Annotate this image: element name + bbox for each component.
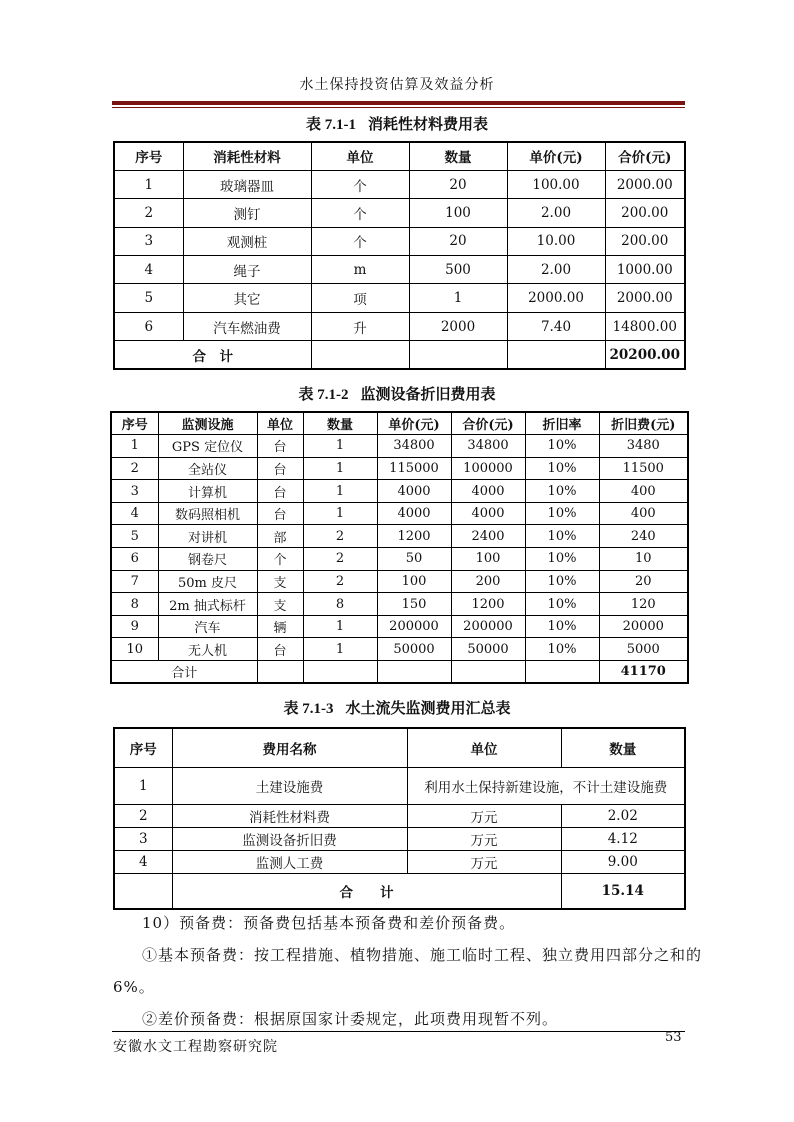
table-cell: 消耗性材料费: [172, 804, 407, 827]
table-cell: 10: [111, 638, 158, 661]
col-header: 费用名称: [172, 728, 407, 767]
table-cell: 50: [377, 548, 451, 571]
table2-caption-title: 监测设备折旧费用表: [360, 387, 496, 403]
table-cell: 10%: [525, 570, 599, 593]
table-cell: 10%: [525, 638, 599, 661]
table-cell: 10: [599, 548, 688, 571]
table-cell: 利用水土保持新建设施，不计土建设施费: [407, 767, 685, 804]
table-row: [111, 638, 688, 661]
table-row: [114, 767, 685, 804]
table-cell: 1: [111, 435, 158, 458]
table-cell: 玻璃器皿: [183, 170, 311, 198]
col-header: 序号: [114, 142, 183, 170]
table-cell: 7: [111, 570, 158, 593]
table-cell: 1: [303, 502, 377, 525]
table-cell: 100000: [451, 457, 525, 480]
table3-caption-title: 水土流失监测费用汇总表: [345, 701, 511, 717]
col-header: 消耗性材料: [183, 142, 311, 170]
paragraph-price-reserve: ②差价预备费：根据原国家计委规定，此项费用现暂不列。: [142, 1010, 559, 1028]
table-cell: 3: [111, 480, 158, 503]
table-row: [114, 804, 685, 827]
table1-caption-number: 表 7.1-1: [305, 117, 356, 133]
table-cell: 200.00: [605, 199, 685, 227]
table1-body: [114, 170, 685, 340]
table-row: [114, 199, 685, 227]
table-cell: 钢卷尺: [158, 548, 257, 571]
table-cell: 20: [599, 570, 688, 593]
table-cell: 台: [257, 502, 303, 525]
table-cell: [409, 341, 507, 369]
table-cell: 4000: [451, 480, 525, 503]
col-header: 单位: [407, 728, 561, 767]
table-row: [114, 284, 685, 312]
table-cell: 升: [311, 312, 409, 340]
table-cell: 2: [114, 804, 172, 827]
table-cell: 100: [451, 548, 525, 571]
table-cell: 200000: [451, 615, 525, 638]
table-cell: 400: [599, 502, 688, 525]
table-cell: 6: [114, 312, 183, 340]
table-cell: 2: [303, 525, 377, 548]
table-cell: 2: [303, 570, 377, 593]
col-header: 单位: [311, 142, 409, 170]
table-cell: [377, 661, 451, 684]
table-cell: 台: [257, 480, 303, 503]
table-cell: 监测设备折旧费: [172, 827, 407, 850]
total-label: 合 计: [172, 873, 561, 909]
table-cell: 50m 皮尺: [158, 570, 257, 593]
table-cell: 11500: [599, 457, 688, 480]
table-cell: 1: [303, 638, 377, 661]
table3-caption: [0, 697, 794, 718]
table-cell: 5: [114, 284, 183, 312]
table-cell: 9: [111, 615, 158, 638]
table-cell: 100: [409, 199, 507, 227]
table-cell: 个: [257, 548, 303, 571]
table-equipment-depreciation: [110, 411, 689, 684]
table2-body: [111, 435, 688, 661]
table-cell: 辆: [257, 615, 303, 638]
table3-caption-number: 表 7.1-3: [283, 701, 334, 717]
table-row: [111, 615, 688, 638]
table-row: [111, 457, 688, 480]
table-cell: 50000: [451, 638, 525, 661]
table-cell: 无人机: [158, 638, 257, 661]
table-cell: [303, 661, 377, 684]
table-cell: 台: [257, 638, 303, 661]
page-number: 53: [665, 1030, 682, 1045]
table-cell: 1200: [451, 593, 525, 616]
total-value: 15.14: [561, 873, 685, 909]
table-cell: 100: [377, 570, 451, 593]
table1-caption-title: 消耗性材料费用表: [367, 117, 488, 133]
total-row: [114, 873, 685, 909]
table-cell: 10%: [525, 525, 599, 548]
table-cell: 3: [114, 827, 172, 850]
table-cell: 个: [311, 227, 409, 255]
table-cell: 4000: [377, 480, 451, 503]
table-cell: 4: [111, 502, 158, 525]
col-header: 数量: [561, 728, 685, 767]
table-cell: 1200: [377, 525, 451, 548]
table-cell: 2400: [451, 525, 525, 548]
table-cell: 8: [111, 593, 158, 616]
table2-caption: [0, 383, 794, 404]
table-cell: 14800.00: [605, 312, 685, 340]
paragraph-reserve-fee: 10）预备费：预备费包括基本预备费和差价预备费。: [142, 914, 516, 932]
table-cell: [525, 661, 599, 684]
table-cell: 1: [114, 170, 183, 198]
col-header: 折旧费(元): [599, 412, 688, 435]
table-cell: 2: [111, 457, 158, 480]
table-cell: [114, 873, 172, 909]
table-cell: 项: [311, 284, 409, 312]
table-cell: 1: [303, 615, 377, 638]
table-cell: 对讲机: [158, 525, 257, 548]
table-cell: 3480: [599, 435, 688, 458]
table-cell: 2000.00: [605, 170, 685, 198]
total-label: 合计: [111, 661, 257, 684]
table-row: [114, 850, 685, 873]
table-cell: 绳子: [183, 256, 311, 284]
col-header: 数量: [303, 412, 377, 435]
table-cell: 4000: [451, 502, 525, 525]
header-rule-thin: [112, 107, 685, 108]
table-cell: 1000.00: [605, 256, 685, 284]
footer-rule: [112, 1031, 685, 1032]
table-row: [114, 312, 685, 340]
table-cell: 万元: [407, 804, 561, 827]
table-cell: 1: [409, 284, 507, 312]
table-cell: 115000: [377, 457, 451, 480]
table-row: [111, 435, 688, 458]
table-cell: 1: [114, 767, 172, 804]
table3-body: [114, 767, 685, 873]
table-cell: 10%: [525, 502, 599, 525]
table-cell: 20: [409, 170, 507, 198]
table-cell: 计算机: [158, 480, 257, 503]
table-cell: 汽车燃油费: [183, 312, 311, 340]
table-cell: 100.00: [507, 170, 605, 198]
table-cell: 34800: [451, 435, 525, 458]
total-row: [114, 341, 685, 369]
table-cell: 1: [303, 480, 377, 503]
table-cell: 2.00: [507, 256, 605, 284]
table-cell: 2: [303, 548, 377, 571]
table-cell: m: [311, 256, 409, 284]
table-cell: 20000: [599, 615, 688, 638]
col-header: 数量: [409, 142, 507, 170]
table-cell: 9.00: [561, 850, 685, 873]
col-header: 序号: [114, 728, 172, 767]
total-row: [111, 661, 688, 684]
table-cell: 汽车: [158, 615, 257, 638]
table-row: [111, 502, 688, 525]
table-cell: 1: [303, 435, 377, 458]
table-row: [111, 480, 688, 503]
paragraph-basic-reserve-cont: 6%。: [113, 978, 155, 996]
table2-caption-number: 表 7.1-2: [298, 387, 349, 403]
table-cell: [311, 341, 409, 369]
table-cell: 4: [114, 850, 172, 873]
table-cell: [257, 661, 303, 684]
table-cell: 10.00: [507, 227, 605, 255]
table-cell: 部: [257, 525, 303, 548]
table-monitoring-summary: [113, 727, 686, 910]
table-cell: 150: [377, 593, 451, 616]
col-header: 序号: [111, 412, 158, 435]
table-cell: 400: [599, 480, 688, 503]
table-cell: 1: [303, 457, 377, 480]
table-cell: 4.12: [561, 827, 685, 850]
table-cell: 20: [409, 227, 507, 255]
table-cell: 2m 抽式标杆: [158, 593, 257, 616]
table-cell: 监测人工费: [172, 850, 407, 873]
table-cell: 4000: [377, 502, 451, 525]
table-row: [111, 525, 688, 548]
col-header: 单位: [257, 412, 303, 435]
table-row: [111, 570, 688, 593]
table-cell: 7.40: [507, 312, 605, 340]
table-cell: 4: [114, 256, 183, 284]
table-cell: 2000.00: [507, 284, 605, 312]
table-cell: 观测桩: [183, 227, 311, 255]
table-cell: 支: [257, 593, 303, 616]
table-cell: 120: [599, 593, 688, 616]
table-cell: 2: [114, 199, 183, 227]
table-cell: 全站仪: [158, 457, 257, 480]
table-row: [111, 548, 688, 571]
table1-caption: [0, 113, 794, 134]
table-cell: 34800: [377, 435, 451, 458]
table-cell: 2.02: [561, 804, 685, 827]
table-cell: 10%: [525, 593, 599, 616]
table-cell: 500: [409, 256, 507, 284]
running-header: 水土保持投资估算及效益分析: [299, 77, 495, 93]
table-cell: 土建设施费: [172, 767, 407, 804]
table-row: [114, 227, 685, 255]
table-cell: 8: [303, 593, 377, 616]
table-cell: 台: [257, 435, 303, 458]
table-consumables: [113, 141, 686, 370]
table-cell: 5: [111, 525, 158, 548]
table-cell: GPS 定位仪: [158, 435, 257, 458]
table-cell: 支: [257, 570, 303, 593]
table-cell: 2000: [409, 312, 507, 340]
table-cell: 200: [451, 570, 525, 593]
header-rule-thick: [112, 101, 685, 105]
total-value: 41170: [599, 661, 688, 684]
total-value: 20200.00: [605, 341, 685, 369]
table-cell: 10%: [525, 615, 599, 638]
table-cell: 6: [111, 548, 158, 571]
table-row: [114, 827, 685, 850]
table-cell: 5000: [599, 638, 688, 661]
table-cell: 240: [599, 525, 688, 548]
table-cell: 2000.00: [605, 284, 685, 312]
table-cell: 测钉: [183, 199, 311, 227]
table-cell: 万元: [407, 827, 561, 850]
footer-organization: 安徽水文工程勘察研究院: [113, 1039, 278, 1055]
col-header: 单价(元): [377, 412, 451, 435]
table-cell: 10%: [525, 435, 599, 458]
table-cell: 个: [311, 170, 409, 198]
table-cell: 10%: [525, 548, 599, 571]
table-cell: 2.00: [507, 199, 605, 227]
table-cell: 万元: [407, 850, 561, 873]
table-cell: 3: [114, 227, 183, 255]
table-cell: 200000: [377, 615, 451, 638]
table-cell: 台: [257, 457, 303, 480]
table-cell: [451, 661, 525, 684]
col-header: 单价(元): [507, 142, 605, 170]
col-header: 折旧率: [525, 412, 599, 435]
table-cell: 50000: [377, 638, 451, 661]
col-header: 监测设施: [158, 412, 257, 435]
table-cell: [507, 341, 605, 369]
total-label: 合 计: [114, 341, 311, 369]
col-header: 合价(元): [605, 142, 685, 170]
col-header: 合价(元): [451, 412, 525, 435]
table-row: [111, 593, 688, 616]
table-cell: 10%: [525, 457, 599, 480]
table-cell: 200.00: [605, 227, 685, 255]
table-cell: 数码照相机: [158, 502, 257, 525]
table-cell: 10%: [525, 480, 599, 503]
table-row: [114, 170, 685, 198]
table-cell: 其它: [183, 284, 311, 312]
table-row: [114, 256, 685, 284]
table-cell: 个: [311, 199, 409, 227]
paragraph-basic-reserve: ①基本预备费：按工程措施、植物措施、施工临时工程、独立费用四部分之和的: [142, 946, 703, 964]
